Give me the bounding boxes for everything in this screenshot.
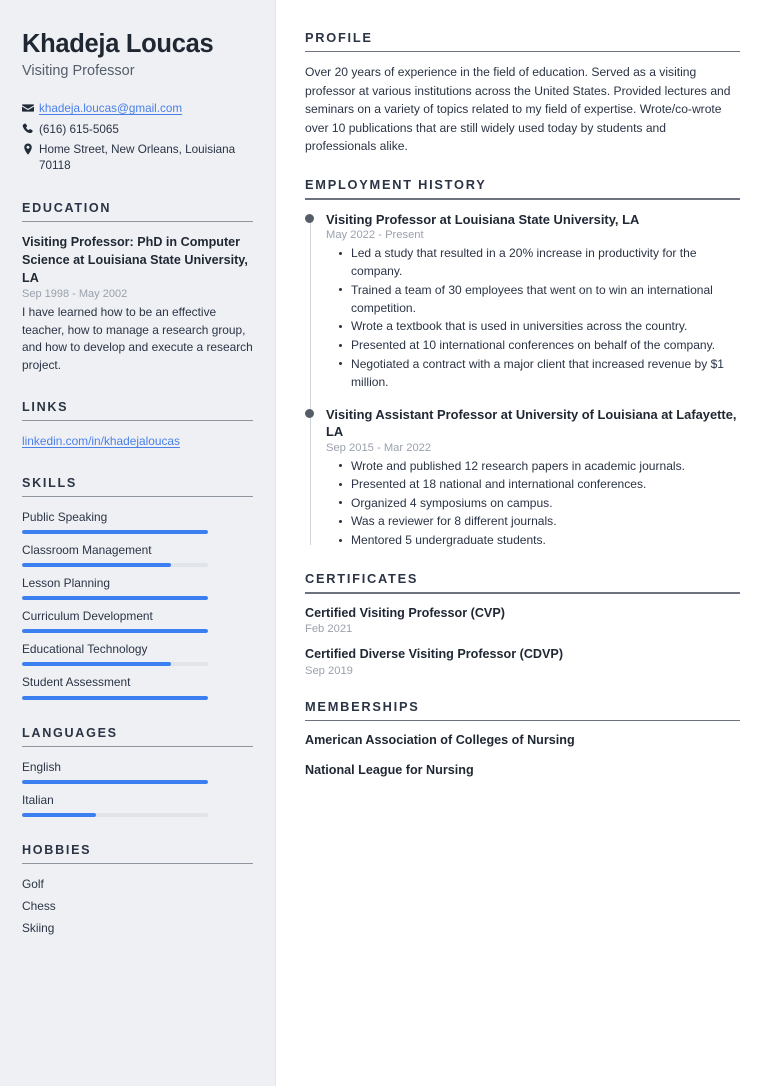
section-divider: [305, 592, 740, 593]
section-heading-profile: PROFILE: [305, 30, 373, 45]
envelope-icon: [22, 101, 39, 114]
education-title: Visiting Professor: PhD in Computer Science at Louisiana State University, LA: [22, 234, 248, 285]
contact-email-value: [39, 101, 253, 118]
skill-item: [22, 575, 253, 600]
timeline-dot-icon: [305, 214, 314, 223]
section-heading-employment: EMPLOYMENT HISTORY: [305, 177, 487, 193]
skill-label: Educational Technology: [22, 642, 148, 657]
membership-item: American Association of Colleges of Nursing: [305, 733, 575, 748]
skill-label: Lesson Planning: [22, 576, 110, 591]
email-link[interactable]: khadeja.loucas@gmail.com: [39, 102, 183, 116]
certificate-date: Feb 2021: [305, 623, 353, 636]
section-divider: [22, 746, 253, 747]
language-item: [22, 759, 253, 784]
skill-item: [22, 641, 253, 666]
language-meter-fill: [22, 813, 96, 817]
section-skills: [22, 476, 253, 699]
section-divider: [305, 198, 740, 199]
skill-meter: [22, 662, 208, 666]
employment-timeline: [305, 211, 740, 549]
employment-bullet: Led a study that resulted in a 20% increase in productivity for the company.: [351, 244, 740, 280]
language-meter: [22, 813, 208, 817]
contact-address-value: Home Street, New Orleans, Louisiana 70118: [39, 142, 236, 173]
section-divider: [305, 51, 740, 52]
contact-list: [22, 101, 253, 174]
section-heading-hobbies: HOBBIES: [22, 842, 92, 857]
phone-icon: [22, 122, 39, 135]
education-description: I have learned how to be an effective teacher, how to manage a research group, and how to develop and execute a research project.: [22, 305, 253, 372]
skill-label: Classroom Management: [22, 543, 152, 558]
employment-bullets: [326, 244, 740, 391]
certificate-title: Certified Visiting Professor (CVP): [305, 605, 505, 620]
linkedin-link[interactable]: linkedin.com/in/khadejaloucas: [22, 434, 180, 449]
skill-meter-fill: [22, 596, 208, 600]
profile-summary-text: Over 20 years of experience in the field of education. Served as a visiting professor at various institutions across the United States. Provided lectures and seminars on a variety of topics related to my field of expertise. Wrote/co-wrote over 10 publications that are still widely used today by students and professionals alike.: [305, 65, 731, 153]
certificate-title: Certified Diverse Visiting Professor (CDVP): [305, 647, 564, 662]
employment-bullet: Organized 4 symposiums on campus.: [351, 494, 740, 512]
skill-label: Student Assessment: [22, 675, 131, 690]
employment-bullet: Was a reviewer for 8 different journals.: [351, 512, 740, 530]
skill-item: [22, 674, 253, 699]
education-date: Sep 1998 - May 2002: [22, 288, 128, 301]
employment-title: Visiting Professor at Louisiana State University, LA: [326, 211, 640, 227]
section-profile: [305, 30, 740, 155]
employment-bullets: [326, 457, 740, 549]
skill-item: [22, 509, 253, 534]
language-label: English: [22, 759, 61, 774]
certificate-item: [305, 646, 740, 677]
section-certificates: [305, 571, 740, 677]
section-hobbies: [22, 843, 253, 938]
skill-item: [22, 608, 253, 633]
employment-bullet: Negotiated a contract with a major client that increased revenue by $1 million.: [351, 355, 740, 391]
language-item: [22, 792, 253, 817]
employment-item: [326, 406, 740, 549]
section-memberships: [305, 699, 740, 780]
section-heading-links: LINKS: [22, 400, 69, 415]
section-heading-education: EDUCATION: [22, 200, 112, 215]
employment-title: Visiting Assistant Professor at University of Louisiana at Lafayette, LA: [326, 406, 737, 440]
link-item[interactable]: [22, 433, 253, 450]
hobby-item: Skiing: [22, 921, 55, 936]
skill-meter-fill: [22, 563, 171, 567]
skill-meter: [22, 596, 208, 600]
section-links: [22, 400, 253, 450]
section-education: [22, 201, 253, 375]
employment-bullet: Wrote a textbook that is used in universities across the country.: [351, 317, 740, 335]
sidebar: [0, 0, 276, 1086]
contact-item-phone: [22, 122, 253, 139]
language-meter-fill: [22, 780, 208, 784]
employment-bullet: Trained a team of 30 employees that went on to win an international competition.: [351, 281, 740, 317]
employment-bullet: Wrote and published 12 research papers in academic journals.: [351, 457, 740, 475]
contact-item-address: [22, 142, 253, 175]
section-heading-languages: LANGUAGES: [22, 725, 118, 740]
certificate-item: [305, 605, 740, 636]
section-heading-memberships: MEMBERSHIPS: [305, 698, 420, 714]
section-employment-history: [305, 177, 740, 549]
certificate-date: Sep 2019: [305, 664, 353, 677]
section-divider: [22, 863, 253, 864]
skill-meter: [22, 563, 208, 567]
membership-item: National League for Nursing: [305, 762, 474, 777]
section-languages: [22, 726, 253, 817]
language-label: Italian: [22, 792, 54, 807]
contact-item-email[interactable]: [22, 101, 253, 118]
section-divider: [22, 221, 253, 222]
skill-item: [22, 542, 253, 567]
skill-meter-fill: [22, 662, 171, 666]
language-meter: [22, 780, 208, 784]
skill-meter-fill: [22, 696, 208, 700]
hobby-item: Golf: [22, 876, 44, 891]
section-heading-skills: SKILLS: [22, 476, 77, 491]
employment-date: May 2022 - Present: [326, 229, 424, 242]
employment-item: [326, 211, 740, 391]
location-pin-icon: [22, 142, 39, 155]
candidate-job-title: Visiting Professor: [22, 62, 135, 79]
hobby-item: Chess: [22, 899, 56, 914]
section-divider: [305, 720, 740, 721]
contact-phone-value: (616) 615-5065: [39, 122, 119, 136]
employment-date: Sep 2015 - Mar 2022: [326, 441, 432, 454]
employment-bullet: Presented at 18 national and international conferences.: [351, 475, 740, 493]
timeline-dot-icon: [305, 409, 314, 418]
skill-meter-fill: [22, 629, 208, 633]
section-heading-certificates: CERTIFICATES: [305, 571, 419, 587]
skill-meter: [22, 629, 208, 633]
skill-label: Public Speaking: [22, 510, 108, 525]
employment-bullet: Presented at 10 international conferences on behalf of the company.: [351, 336, 740, 354]
skill-label: Curriculum Development: [22, 609, 153, 624]
skill-meter-fill: [22, 530, 208, 534]
section-divider: [22, 420, 253, 421]
employment-bullet: Mentored 5 undergraduate students.: [351, 531, 740, 549]
main-content: [276, 0, 768, 1086]
candidate-name: Khadeja Loucas: [22, 30, 214, 58]
skill-meter: [22, 530, 208, 534]
section-divider: [22, 496, 253, 497]
education-item: [22, 234, 253, 375]
skill-meter: [22, 696, 208, 700]
